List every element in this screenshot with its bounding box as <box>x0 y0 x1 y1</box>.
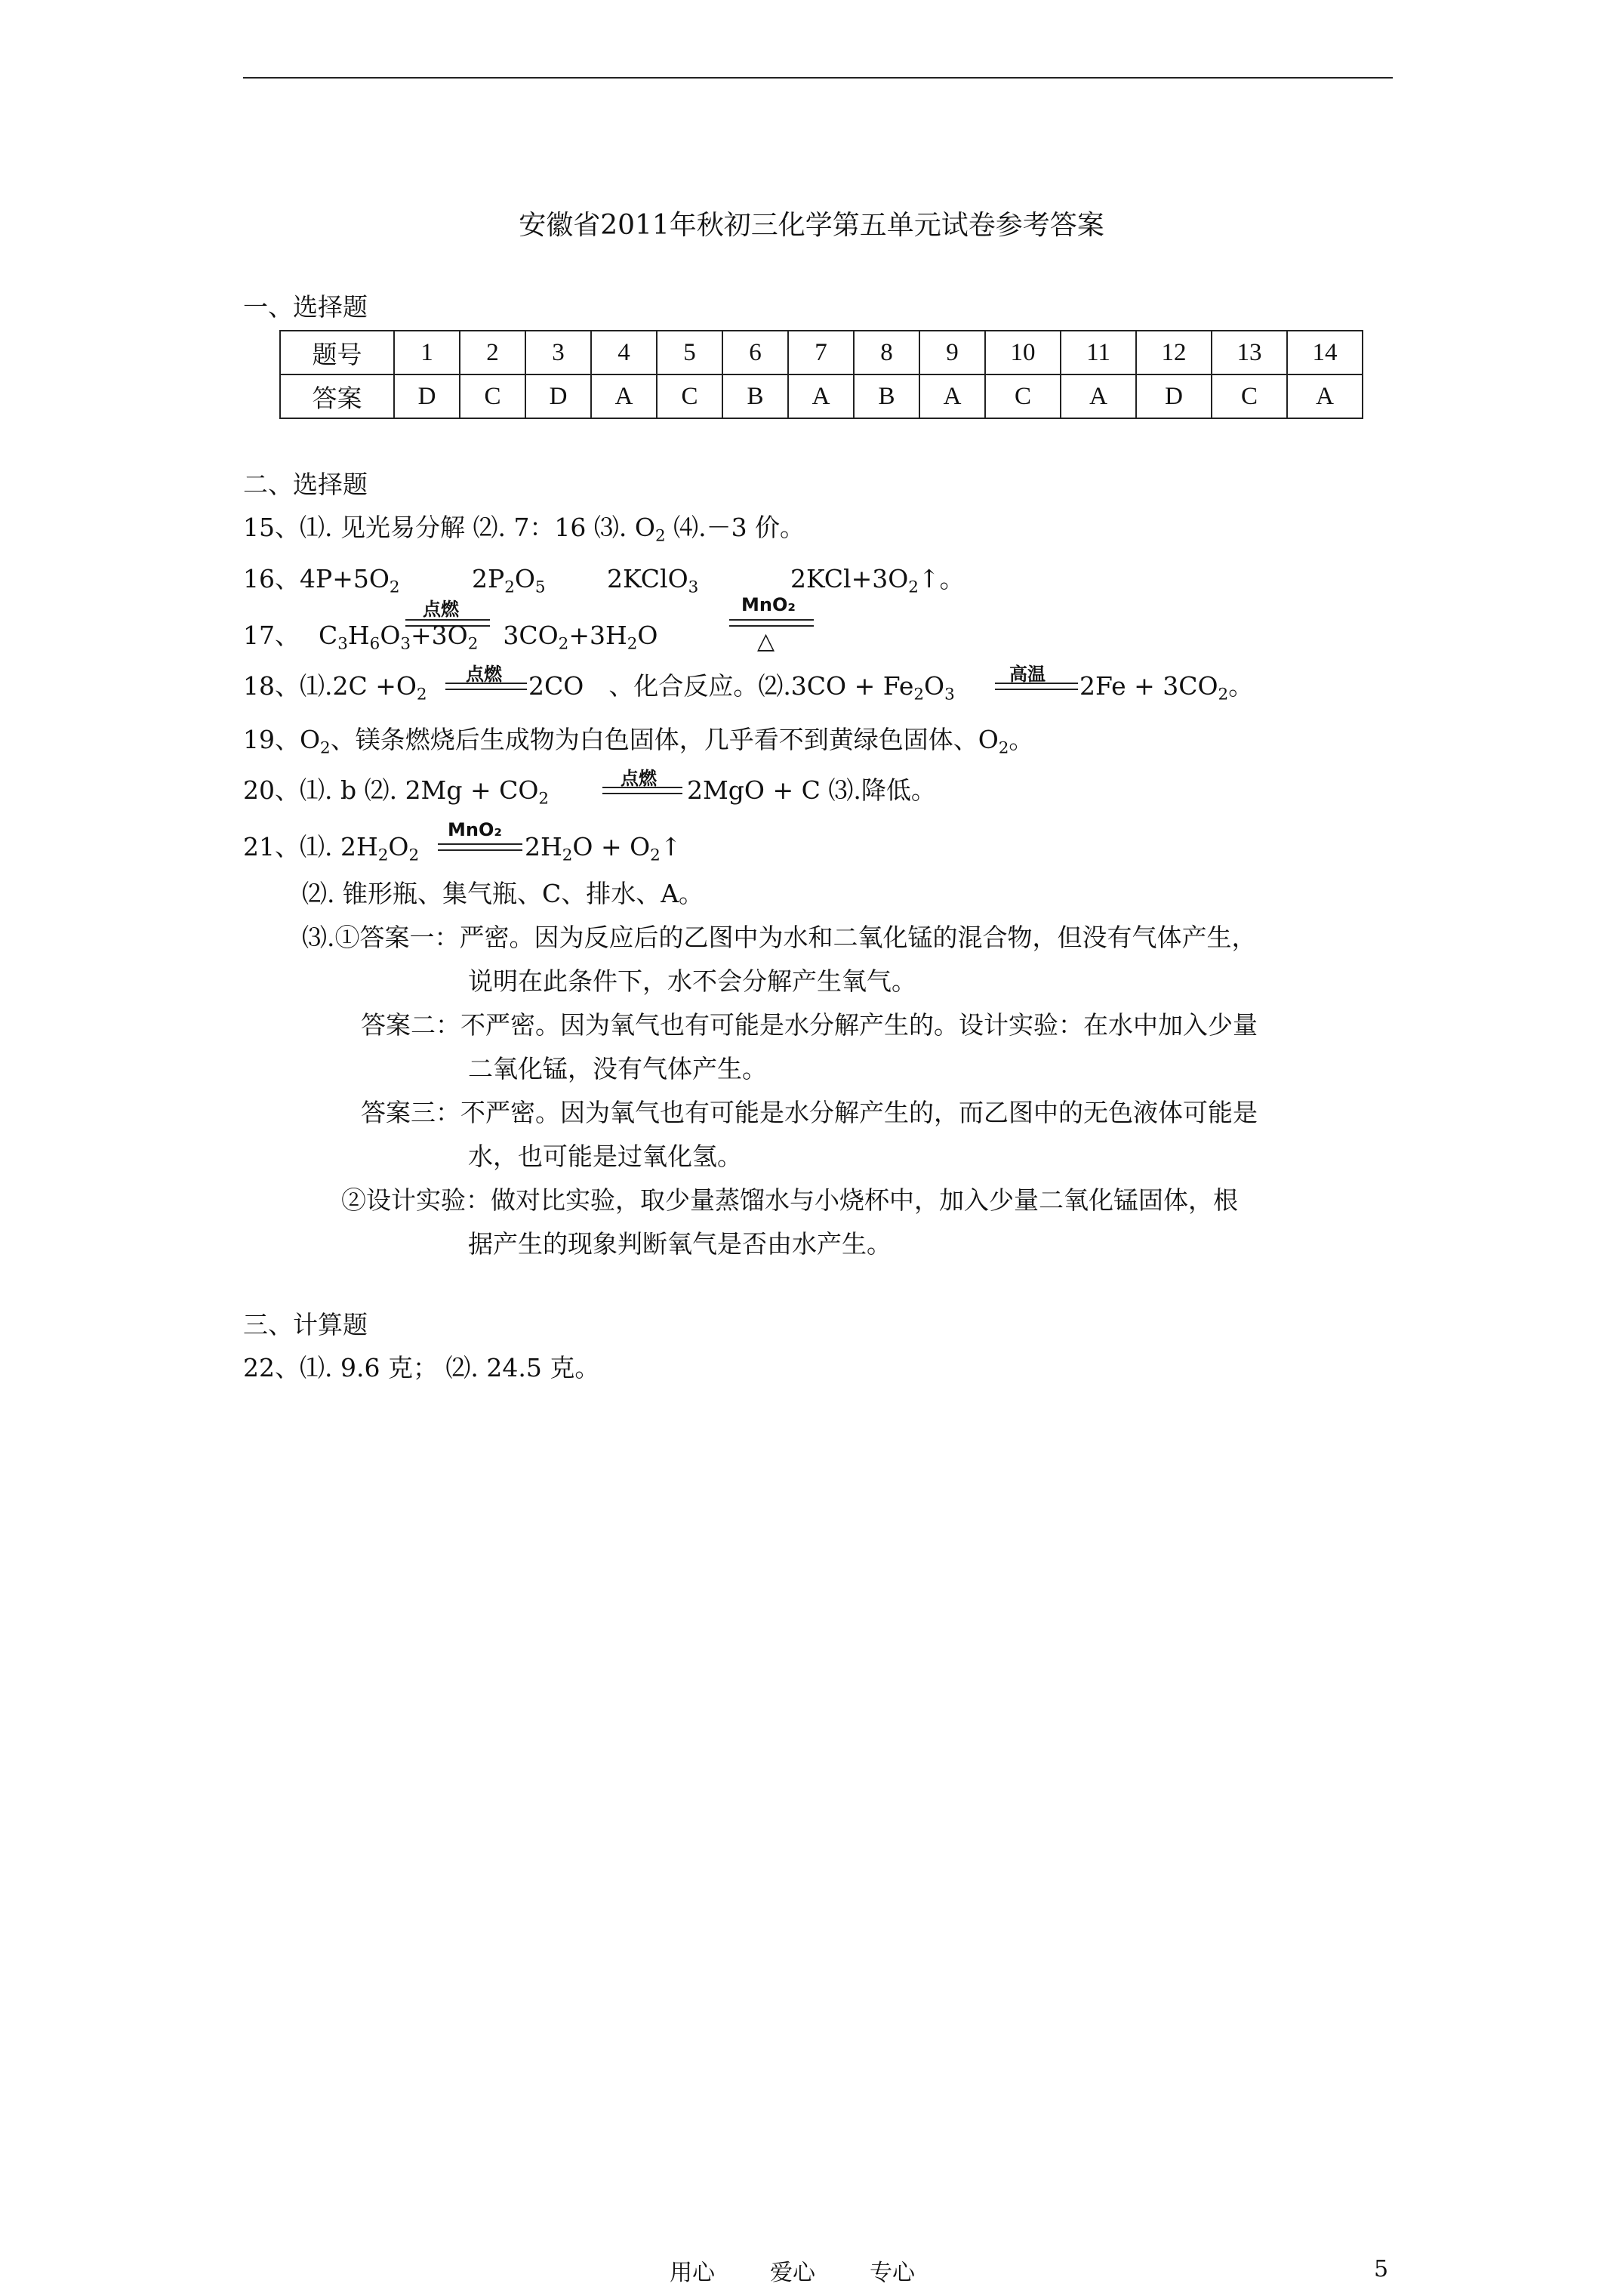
answer-20-rest <box>687 774 936 807</box>
answer-21-option-3-cont: 水，也可能是过氧化氢。 <box>468 1142 742 1171</box>
eq-part: 3CO <box>503 621 559 650</box>
table-cell: A <box>788 374 854 418</box>
eq-part: +3O <box>411 621 468 650</box>
table-cell: 12 <box>1136 331 1212 374</box>
answer-21-product: $2H_2O$ + $O_2↑$ <box>525 832 682 865</box>
eq-part: 21、⑴. 2H <box>243 832 378 861</box>
eq-part: 2Fe + 3CO <box>1079 671 1218 701</box>
answer-21-option-2-cont: 二氧化锰，没有气体产生。 <box>468 1054 767 1083</box>
equals-bar <box>602 787 682 794</box>
equals-bar <box>729 619 814 627</box>
eq-part: 17、 <box>243 621 300 650</box>
table-cell: 8 <box>854 331 919 374</box>
answer-15 <box>243 511 805 544</box>
eq-part: 2CO <box>528 671 584 701</box>
eq-part: 2P <box>472 564 505 593</box>
table-cell: D <box>525 374 591 418</box>
gas-arrow: ↑ <box>660 832 682 861</box>
answer-21-design: ②设计实验：做对比实验，取少量蒸馏水与小烧杯中，加入少量二氧化锰固体，根 <box>341 1185 1238 1215</box>
equals-bar <box>995 683 1078 690</box>
eq-part: 、镁条燃烧后生成物为白色固体，几乎看不到黄绿色固体、O <box>330 725 999 754</box>
table-cell: B <box>854 374 919 418</box>
eq-part: 、化合反应。⑵.3CO + Fe <box>608 671 914 701</box>
condition-catalyst: MnO₂ <box>448 819 502 840</box>
answer-18: 18、⑴.2C $+O_2$ <box>243 671 427 704</box>
table-cell: 6 <box>722 331 788 374</box>
table-cell: D <box>394 374 460 418</box>
answer-16-product-1: $2P_2O_5$ <box>472 564 546 597</box>
eq-part: C <box>319 621 338 650</box>
answer-21-part-2: ⑵. 锥形瓶、集气瓶、C、排水、A。 <box>302 879 704 908</box>
answer-15-text: 15、⑴. 见光易分解 ⑵. 7：16 ⑶. O <box>243 513 655 542</box>
eq-part: 2H <box>525 832 562 861</box>
table-cell: C <box>1212 374 1287 418</box>
condition-ignite: 点燃 <box>466 664 502 685</box>
answer-21-part-3-cont: 说明在此条件下，水不会分解产生氧气。 <box>468 966 916 996</box>
eq-part: 。 <box>1009 725 1034 754</box>
equals-bar <box>445 683 527 690</box>
table-cell: 9 <box>919 331 985 374</box>
answer-20: 20、⑴. b ⑵. $2Mg + CO_2$ <box>243 775 550 809</box>
table-cell: C <box>657 374 722 418</box>
answer-19: 19、$O_2$、镁条燃烧后生成物为白色固体，几乎看不到黄绿色固体、$O_2$。 <box>243 725 1034 758</box>
eq-part: 16、4P+5O <box>243 564 390 593</box>
table-cell: A <box>591 374 657 418</box>
answer-17-equation: $C_3H_6O_3+3O_2$ $3CO_2+3H_2O$ <box>319 621 658 654</box>
answer-22: 22、⑴. 9.6 克； ⑵. 24.5 克。 <box>243 1353 600 1382</box>
eq-part: 。 <box>1228 671 1254 701</box>
eq-part: 2MgO + C ⑶.降低。 <box>687 775 936 805</box>
answer-18-rest: 2CO 、化合反应。⑵.3CO + $Fe_2O_3$ <box>528 671 955 704</box>
table-cell: C <box>985 374 1061 418</box>
table-header-cell: 题号 <box>280 331 394 374</box>
eq-part: O <box>637 621 658 650</box>
table-cell: 1 <box>394 331 460 374</box>
answer-21: 21、⑴. $2H_2O_2$ <box>243 832 420 865</box>
condition-heat: △ <box>757 628 775 655</box>
eq-part: 19、O <box>243 725 321 754</box>
table-cell: 13 <box>1212 331 1287 374</box>
condition-high-temp: 高温 <box>1009 664 1046 685</box>
gas-arrow: ↑。 <box>918 564 965 593</box>
answer-16: 16、$4P+5O_2$ <box>243 564 400 597</box>
page-title: 安徽省2011年秋初三化学第五单元试卷参考答案 <box>519 210 1104 241</box>
section-2-heading: 二、选择题 <box>243 470 368 499</box>
eq-part: +3H <box>568 621 627 650</box>
page-number: 5 <box>1374 2256 1389 2282</box>
eq-part: 20、⑴. b ⑵. 2Mg + CO <box>243 775 539 805</box>
eq-part: 2KCl+3O <box>790 564 909 593</box>
table-cell: 10 <box>985 331 1061 374</box>
table-row-answers <box>280 374 1363 418</box>
table-cell: B <box>722 374 788 418</box>
eq-part: O <box>924 671 945 701</box>
eq-part: 2KClO <box>607 564 688 593</box>
table-row-numbers <box>280 331 1363 374</box>
condition-ignite: 点燃 <box>423 599 459 620</box>
eq-part: 18、⑴.2C +O <box>243 671 417 701</box>
answer-16-reactant-2: 2KClO$_3$ <box>607 564 699 597</box>
table-cell: 11 <box>1061 331 1136 374</box>
eq-part: O <box>380 621 401 650</box>
table-cell: 7 <box>788 331 854 374</box>
equals-bar <box>438 843 522 851</box>
footer-text-2: 爱心 <box>770 2260 815 2286</box>
table-cell: A <box>919 374 985 418</box>
answer-18-product: $2Fe + 3CO_2$。 <box>1079 671 1254 704</box>
header-rule <box>243 77 1393 79</box>
eq-part: H <box>347 621 370 650</box>
table-cell: A <box>1287 374 1363 418</box>
section-3-heading: 三、计算题 <box>243 1310 368 1339</box>
table-cell: 3 <box>525 331 591 374</box>
section-1-heading: 一、选择题 <box>243 292 368 322</box>
table-cell: 4 <box>591 331 657 374</box>
answer-16-product-2: $2KCl+3O_2↑$。 <box>790 564 965 597</box>
eq-part: O <box>388 832 409 861</box>
table-cell: 2 <box>460 331 525 374</box>
footer-text-3: 专心 <box>870 2260 915 2286</box>
table-cell: C <box>460 374 525 418</box>
subscript: 2 <box>654 526 666 546</box>
answer-21-option-2: 答案二：不严密。因为氧气也有可能是水分解产生的。设计实验：在水中加入少量 <box>361 1010 1258 1040</box>
table-header-cell: 答案 <box>280 374 394 418</box>
table-cell: A <box>1061 374 1136 418</box>
answer-21-part-3: ⑶.①答案一：严密。因为反应后的乙图中为水和二氧化锰的混合物，但没有气体产生， <box>302 923 1257 952</box>
answer-table <box>279 330 1363 419</box>
answer-17 <box>243 619 300 652</box>
condition-catalyst: MnO₂ <box>741 594 796 615</box>
footer-text-1: 用心 <box>670 2260 715 2286</box>
table-cell: 14 <box>1287 331 1363 374</box>
answer-21-design-cont: 据产生的现象判断氧气是否由水产生。 <box>468 1229 892 1259</box>
table-cell: D <box>1136 374 1212 418</box>
table-cell: 5 <box>657 331 722 374</box>
eq-part: O + O <box>572 832 651 861</box>
eq-part: O <box>514 564 535 593</box>
answer-21-option-3: 答案三：不严密。因为氧气也有可能是水分解产生的，而乙图中的无色液体可能是 <box>361 1098 1258 1127</box>
condition-ignite: 点燃 <box>621 768 657 789</box>
answer-15-tail: ⑷.－3 价。 <box>665 513 805 542</box>
